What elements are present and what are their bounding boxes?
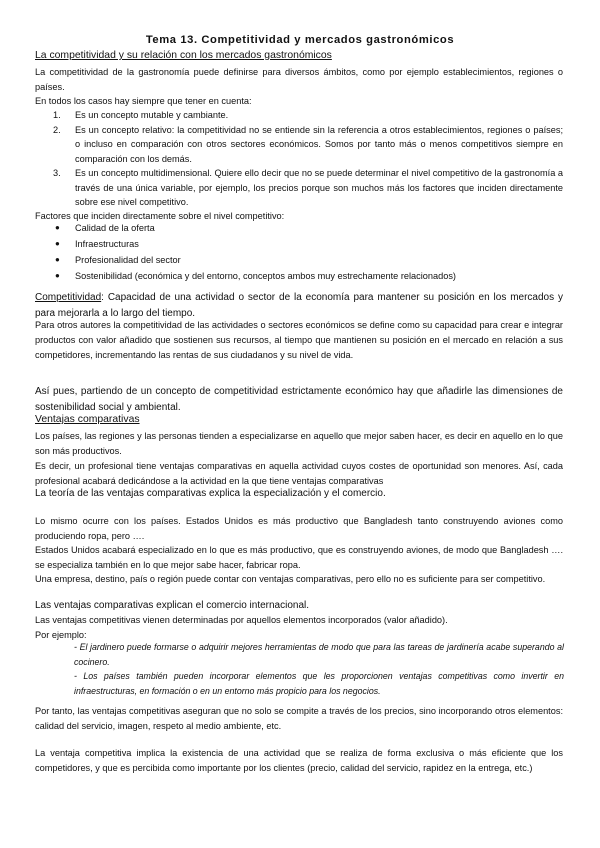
definition-term: Competitividad: [35, 292, 102, 303]
paragraph-teoria: La teoría de las ventajas comparativas explica la especialización y el comercio.: [35, 488, 386, 499]
paragraph-valor-anadido: Las ventajas competitivas vienen determinadas por aquellos elementos incorporados (valor añadido).: [35, 615, 448, 625]
bullet-icon: ●: [55, 271, 60, 280]
list-item-text: Es un concepto mutable y cambiante.: [75, 110, 229, 120]
definition-text: : Capacidad de una actividad o sector de la economía para mantener su posición en los mercados y para mejorarla a lo largo del tiempo.: [35, 292, 563, 319]
section-heading-ventajas: Ventajas comparativas: [35, 414, 140, 425]
list-item-text: Es un concepto multidimensional. Quiere ello decir que no se puede determinar el nivel competitivo de la gastronomía a través de una única variable, por ejemplo, los precios porque son muchos más los factores que inciden directamente sobre ese nivel competitivo.: [75, 168, 563, 207]
numbered-list: [53, 108, 563, 210]
paragraph-definition: [35, 290, 563, 321]
list-item: [53, 220, 563, 236]
list-number: 3.: [53, 168, 61, 178]
paragraph-comercio: Las ventajas comparativas explican el comercio internacional.: [35, 600, 310, 611]
paragraph-coste-oportunidad: Es decir, un profesional tiene ventajas comparativas en aquella actividad cuyos costes de oportunidad son menores. Así, cada profesional acabará dedicándose a la actividad en la que tiene ventajas comparativas: [35, 461, 563, 486]
list-item: [53, 268, 563, 284]
example-item: - El jardinero puede formarse o adquirir mejores herramientas de modo que para las tareas de jardinería acabe superando al cocinero.: [74, 642, 564, 667]
section-heading-competitividad: La competitividad y su relación con los mercados gastronómicos: [35, 50, 332, 61]
list-item-text: Sostenibilidad (económica y del entorno, conceptos ambos muy estrechamente relacionados): [75, 271, 456, 281]
bullet-icon: ●: [55, 255, 60, 264]
paragraph-por-tanto: Por tanto, las ventajas competitivas aseguran que no solo se compite a través de los precios, sino incorporando otros elementos: calidad del servicio, imagen, respeto al medio ambiente, etc.: [35, 706, 563, 731]
list-number: 2.: [53, 124, 61, 135]
paragraph-sostenibilidad: Así pues, partiendo de un concepto de competitividad estrictamente económico hay que añadirle las dimensiones de sostenibilidad social y ambiental.: [35, 386, 563, 413]
paragraph-estados-unidos: Estados Unidos acabará especializado en lo que es más productivo, que es construyendo aviones, de modo que Bangladesh …. se especializa también en lo que mejor sabe hacer, fabricar ropa.: [35, 545, 563, 570]
list-item-text: Profesionalidad del sector: [75, 255, 181, 265]
list-item-text: Es un concepto relativo: la competitividad no se entiende sin la referencia a otros establecimientos, regiones o países; o incluso en comparación con otros sectores económicos. Somos por tanto más o menos competitivos siempre en comparación con los demás.: [75, 124, 563, 164]
example-item: - Los países también pueden incorporar elementos que les proporcionen ventajas competitivas como invertir en infraestructuras, en formación o en un entorno más propicio para los negocios.: [74, 671, 564, 696]
list-item-text: Infraestructuras: [75, 239, 139, 249]
paragraph-paises: Lo mismo ocurre con los países. Estados Unidos es más productivo que Bangladesh tanto construyendo aviones como produciendo ropa, pero ….: [35, 516, 563, 541]
list-number: 1.: [53, 110, 61, 120]
paragraph-other-authors: Para otros autores la competitividad de las actividades o sectores económicos se define como su capacidad para crear e integrar productos con valor añadido que sostienen sus recursos, al tiempo que mantienen su posición en el mercado en relación a sus competidores, incrementando las rentas de sus ciudadanos y su nivel de vida.: [35, 320, 563, 360]
paragraph-especializacion: Los países, las regiones y las personas tienden a especializarse en aquello que mejor saben hacer, es decir en aquello en lo que son más productivos.: [35, 431, 563, 456]
list-item: [53, 123, 563, 167]
example-list: [74, 640, 564, 698]
paragraph-ventaja-competitiva: La ventaja competitiva implica la existencia de una actividad que se realiza de forma exclusiva o más eficiente que los competidores, y que es percibida como importante por los clientes (precio, calidad del servicio, rapidez en la entrega, etc.): [35, 748, 563, 773]
list-item: [53, 252, 563, 268]
paragraph-intro: La competitividad de la gastronomía puede definirse para diversos ámbitos, como por ejemplo establecimientos, regiones o países.: [35, 67, 563, 92]
list-item: [53, 166, 563, 210]
paragraph-no-suficiente: Una empresa, destino, país o región puede contar con ventajas comparativas, pero ello no es suficiente para ser competitivo.: [35, 574, 546, 584]
paragraph-lead: En todos los casos hay siempre que tener en cuenta:: [35, 96, 252, 106]
list-item: [53, 108, 563, 123]
list-item: [53, 236, 563, 252]
bullet-icon: ●: [55, 223, 60, 232]
bullet-list: [53, 220, 563, 284]
document-title: Tema 13. Competitividad y mercados gastronómicos: [145, 34, 455, 46]
paragraph-por-ejemplo: Por ejemplo:: [35, 630, 87, 640]
list-item-text: Calidad de la oferta: [75, 223, 155, 233]
paragraph-factors-lead: Factores que inciden directamente sobre el nivel competitivo:: [35, 211, 285, 221]
bullet-icon: ●: [55, 239, 60, 248]
